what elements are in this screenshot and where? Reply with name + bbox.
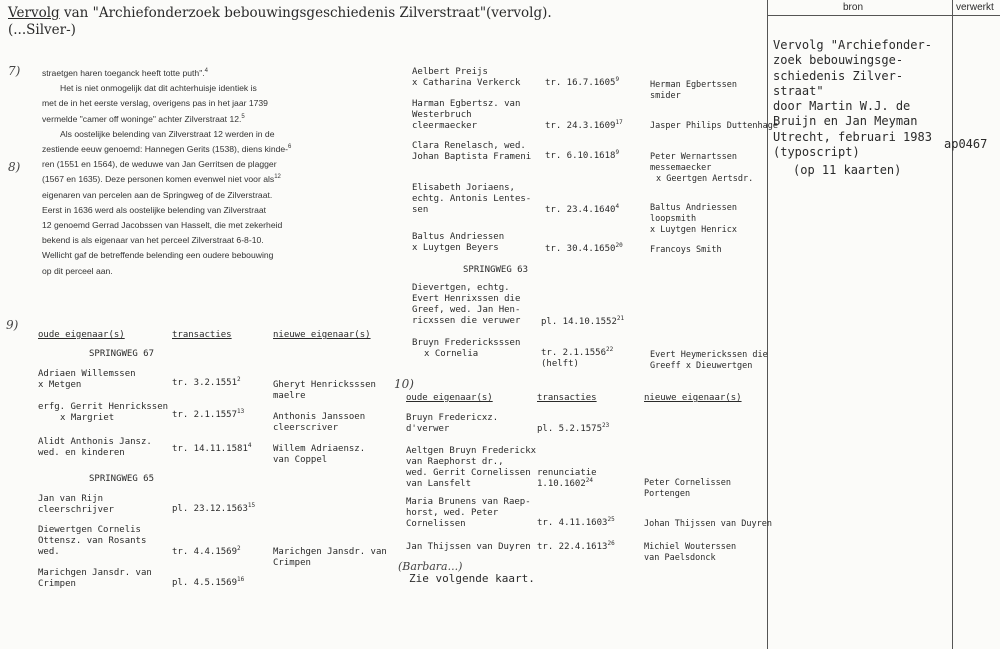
page-title [8,5,552,21]
text-line: Wellicht gaf de betreffende belending een oudere bebouwing [42,250,274,261]
margin-number-7: 7) [8,64,21,78]
table-row-trans: tr. 4.4.1569$^2$ [172,545,241,557]
text-line: 12 genoemd Gerrad Jacobssen van Hasselt, die met zekerheid [42,220,283,231]
list-item: Elisabeth Joriaens, echtg. Antonis Lentes- sen [412,183,532,215]
list-item: Clara Renelasch, wed. Johan Baptista Frameni [412,141,532,162]
table-row: Adriaen Willemssen x Metgen [38,369,136,390]
list-item-trans: pl. 14.10.1552$^{21}$ [541,315,625,327]
footer-note-barbara: (Barbara...) [398,560,463,573]
text-line: bekend is als eigenaar van het perceel Zilverstraat 6-8-10. [42,235,264,246]
source-line: schiedenis Zilver- [773,68,904,83]
table-row: Jan Thijssen van Duyren [406,542,531,552]
table-row-trans: tr. 4.11.1603$^{25}$ [537,516,615,528]
t9-header-old: oude eigenaar(s) [38,330,125,340]
table-row-trans: pl. 23.12.1563$^{15}$ [172,502,256,514]
footer-note-next-card: Zie volgende kaart. [409,572,535,585]
archive-code: ap0467 [944,137,988,151]
text-line: (1567 en 1635). Deze personen komen evenwel niet voor als$^{12}$ [42,174,281,185]
source-line: door Martin W.J. de [773,99,911,114]
margin-number-9: 9) [6,318,19,332]
text-line: Als oostelijke belending van Zilverstraat 12 werden in de [60,128,275,139]
list-item: Harman Egbertsz. van Westerbruch cleermaecker [412,99,521,131]
table-row-trans: pl. 5.2.1575$^{23}$ [537,422,610,434]
list-item-new: Evert Heymerickssen die Greeff x Dieuwertgen [650,350,768,371]
text-line: eigenaren van percelen aan de Springweg of de Zilverstraat. [42,189,273,200]
t9-header-trans: transacties [172,330,232,340]
table-row-trans: renunciatie 1.10.1602$^{24}$ [537,468,597,489]
list-item-new: Francoys Smith [650,245,722,255]
source-line: (typoscript) [773,145,860,160]
t10-header-new: nieuwe eigenaar(s) [644,393,742,403]
source-line: straat" [773,83,824,98]
list-item-trans: tr. 16.7.1605$^9$ [545,76,620,88]
table-row: Aeltgen Bruyn Frederickx van Raephorst dr., wed. Gerrit Cornelissen van Lansfelt [406,446,537,489]
sidebar-divider [767,0,768,649]
sidebar-header-rule [767,15,1000,16]
source-description [773,38,932,160]
table-row-new: Michiel Wouterssen van Paelsdonck [644,542,737,563]
list-item-new: Baltus Andriessen loopsmith x Luytgen Henricx [650,203,737,235]
table-row-trans: tr. 22.4.1613$^{26}$ [537,540,615,552]
table-row: Alidt Anthonis Jansz. wed. en kinderen [38,437,152,458]
table-row-new: Peter Cornelissen Portengen [644,478,731,499]
list-item-trans: tr. 23.4.1640$^4$ [545,203,620,215]
list-item: Baltus Andriessen x Luytgen Beyers [412,232,505,253]
table-row: erfg. Gerrit Henrickssen x Margriet [38,402,169,423]
t9-header-new: nieuwe eigenaar(s) [273,330,371,340]
text-line: op dit perceel aan. [42,265,113,276]
source-line: Bruijn en Jan Meyman [773,114,918,129]
t10-header-old: oude eigenaar(s) [406,393,493,403]
street-springweg-63: SPRINGWEG 63 [463,265,529,275]
list-item-trans: tr. 2.1.1556$^{22}$ (helft) [541,346,614,369]
table-row-new: Marichgen Jansdr. van Crimpen [273,547,387,568]
text-line: ren (1551 en 1564), de weduwe van Jan Gerritsen de plagger [42,159,277,170]
t9-street-67: SPRINGWEG 67 [89,349,155,359]
list-item-new: Peter Wernartssen messemaecker x Geertgen Aertsdr. [650,152,754,184]
text-line: straetgen haren toeganck heeft totte puth".$^4$ [42,68,208,78]
table-row: Maria Brunens van Raep- horst, wed. Peter Cornelissen [406,497,531,529]
list-item-new: Jasper Philips Duttenhage [650,121,778,131]
table-row: Diewertgen Cornelis Ottensz. van Rosants wed. [38,525,147,557]
t9-street-65: SPRINGWEG 65 [89,474,155,484]
table-row-trans: tr. 3.2.1551$^2$ [172,376,241,388]
page-subtitle: (...Silver-) [8,22,76,38]
table-row-new: Johan Thijssen van Duyren [644,519,772,529]
table-row: Marichgen Jansdr. van Crimpen [38,568,152,589]
title-vervolg: Vervolg [8,5,60,21]
list-item: Bruyn Fredericksssen x Cornelia [412,338,521,359]
table-row-trans: tr. 14.11.1581$^4$ [172,442,252,454]
list-item-trans: tr. 30.4.1650$^{20}$ [545,242,623,254]
list-item-new: Herman Egbertssen smider [650,80,737,101]
text-line: zestiende eeuw genoemd: Hannegen Gerits (1538), diens kinde-$^6$ [42,144,292,155]
text-line: Het is niet onmogelijk dat dit achterhuisje identiek is [60,83,257,94]
list-item: Dievertgen, echtg. Evert Henrixssen die Greef, wed. Jan Hen- ricxssen die veruwer [412,283,521,326]
list-item-trans: tr. 6.10.1618$^9$ [545,149,620,161]
list-item-trans: tr. 24.3.1609$^{17}$ [545,119,623,131]
table-row-new: Gheryt Henricksssen maelre [273,380,376,401]
cards-note: (op 11 kaarten) [793,163,902,177]
table-row: Bruyn Fredericxz. d'verwer [406,413,499,434]
text-line: Eerst in 1636 werd als oostelijke belending van Zilverstraat [42,204,267,215]
text-line: met de in het eerste verslag, overigens pas in het jaar 1739 [42,98,268,109]
text-paragraph [42,66,291,279]
table-row-new: Willem Adriaensz. van Coppel [273,444,366,465]
source-line: Utrecht, februari 1983 [773,129,932,144]
column-divider [952,0,953,649]
table-row-trans: pl. 4.5.1569$^{16}$ [172,576,245,588]
col-verwerkt: verwerkt [956,2,994,13]
list-item: Aelbert Preijs x Catharina Verkerck [412,67,521,88]
table-row-trans: tr. 2.1.1557$^{13}$ [172,408,245,420]
margin-number-10: 10) [394,377,414,391]
title-rest: van "Archiefonderzoek bebouwingsgeschiedenis Zilverstraat"(vervolg). [59,5,552,21]
col-bron: bron [843,2,864,13]
t10-header-trans: transacties [537,393,597,403]
margin-number-8: 8) [8,160,21,174]
table-row: Jan van Rijn cleerschrijver [38,494,114,515]
table-row-new: Anthonis Janssoen cleerscriver [273,412,366,433]
text-line: vermelde "camer off woninge" achter Zilverstraat 12.$^5$ [42,113,245,124]
source-line: zoek bebouwingsge- [773,53,904,68]
source-line: Vervolg "Archiefonder- [773,38,932,52]
